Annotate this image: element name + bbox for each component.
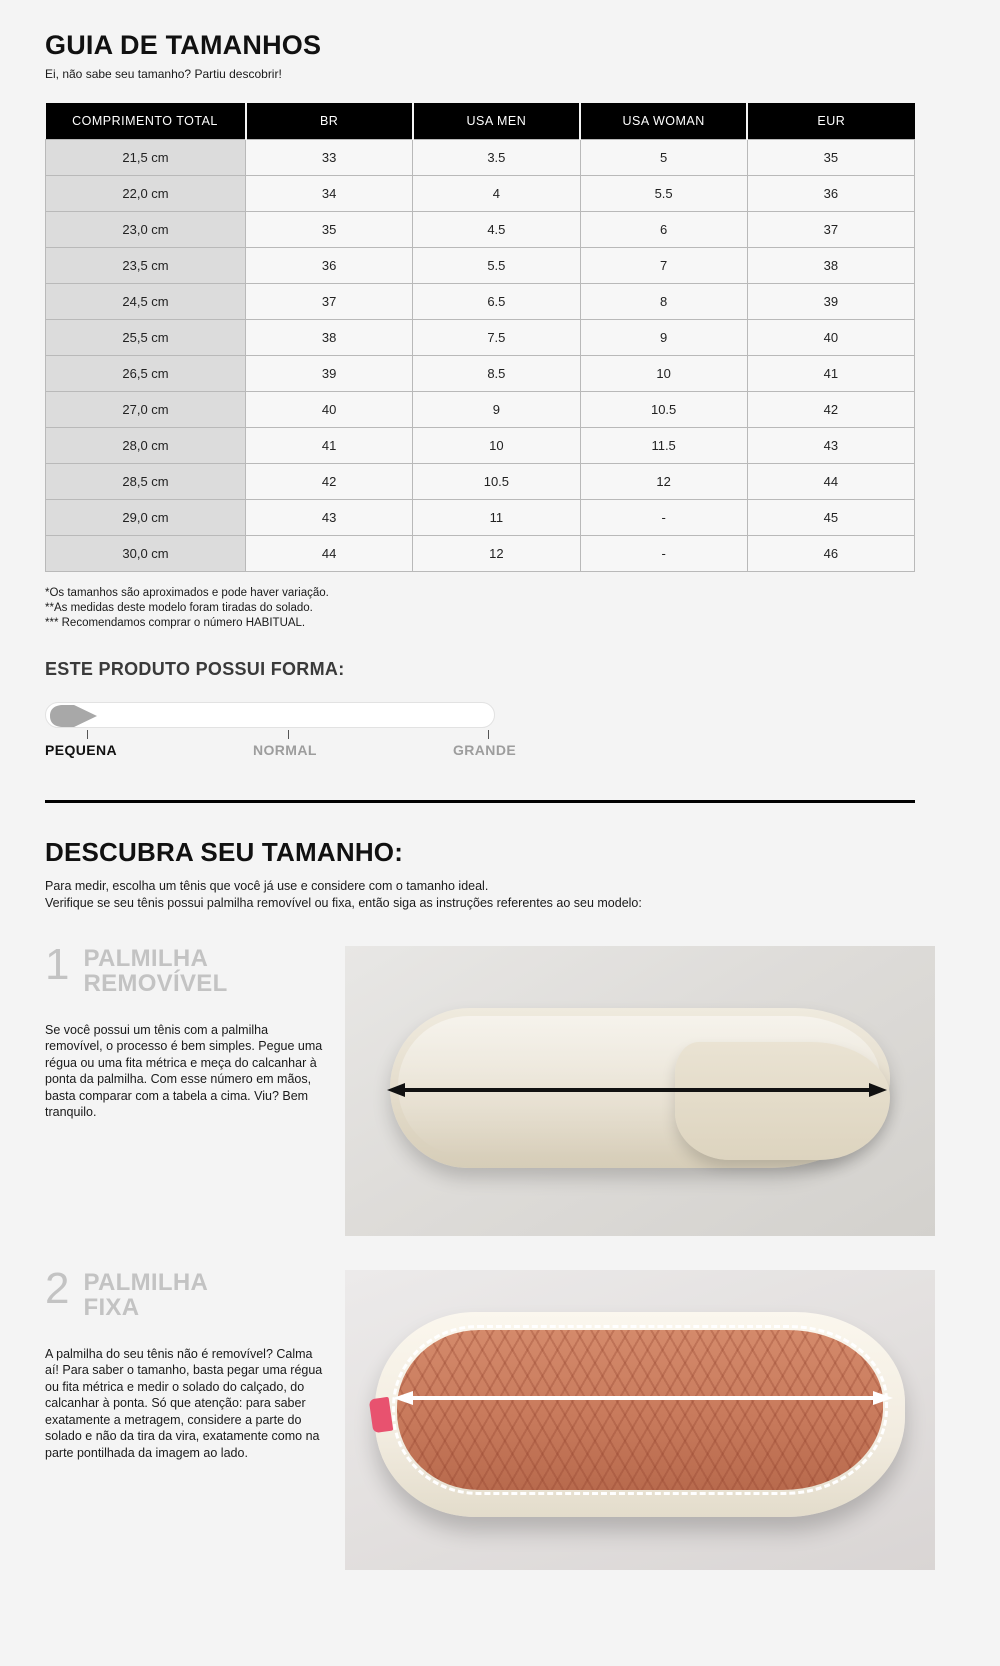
measure-arrow-icon-2 <box>393 1390 893 1406</box>
outsole-dashed-outline <box>392 1325 888 1495</box>
step-removable-insole <box>45 939 955 1236</box>
tick-normal <box>288 730 289 739</box>
step-2-body: A palmilha do seu tênis não é removível? Calma aí! Para saber o tamanho, basta pegar uma régua ou fita métrica e medir o solado do calçado, do calcanhar à ponta. Só que atenção: para saber exatamente a metragem, considere a parte do solado e não da tira da vira, exatamente como na parte pontilhada da imagem ao lado. <box>45 1346 323 1460</box>
step-2-number: 2 <box>45 1263 70 1313</box>
step-1-heading-line-2: REMOVÍVEL <box>83 969 228 997</box>
table-cell: 40 <box>747 319 914 355</box>
table-cell: 46 <box>747 535 914 571</box>
table-cell: 21,5 cm <box>46 139 246 175</box>
discover-intro <box>45 878 955 912</box>
table-row <box>46 427 915 463</box>
column-header-eur: EUR <box>747 103 914 139</box>
table-cell: 25,5 cm <box>46 319 246 355</box>
table-header-row <box>46 103 915 139</box>
size-table <box>45 103 915 572</box>
tick-small <box>87 730 88 739</box>
table-row <box>46 499 915 535</box>
footnote-1: *Os tamanhos são aproximados e pode haver variação. <box>45 586 329 599</box>
table-cell: 8 <box>580 283 747 319</box>
table-cell: 5 <box>580 139 747 175</box>
table-cell: 10 <box>413 427 580 463</box>
table-cell: 24,5 cm <box>46 283 246 319</box>
table-cell: 29,0 cm <box>46 499 246 535</box>
footnote-3: *** Recomendamos comprar o número HABITUAL. <box>45 616 306 629</box>
tick-large <box>488 730 489 739</box>
table-cell: 23,0 cm <box>46 211 246 247</box>
table-row <box>46 355 915 391</box>
step-2-photo <box>345 1270 935 1570</box>
insole-heel-shape <box>675 1042 890 1160</box>
table-row <box>46 211 915 247</box>
fit-slider-arrow-icon <box>50 705 98 727</box>
table-cell: 6 <box>580 211 747 247</box>
discover-intro-line-2: Verifique se seu tênis possui palmilha removível ou fixa, então siga as instruções referentes ao seu modelo: <box>45 895 642 910</box>
table-cell: 7 <box>580 247 747 283</box>
table-cell: 35 <box>747 139 914 175</box>
table-cell: 23,5 cm <box>46 247 246 283</box>
table-row <box>46 283 915 319</box>
table-cell: 44 <box>246 535 413 571</box>
table-cell: 10 <box>580 355 747 391</box>
column-header-usa-men: USA MEN <box>413 103 580 139</box>
table-row <box>46 175 915 211</box>
fit-slider-ticks <box>45 728 495 740</box>
column-header-comprimento: COMPRIMENTO TOTAL <box>46 103 246 139</box>
fit-label-small[interactable]: PEQUENA <box>45 741 118 758</box>
table-cell: 37 <box>747 211 914 247</box>
footnote-2: **As medidas deste modelo foram tiradas do solado. <box>45 601 313 614</box>
step-1-heading-text <box>83 946 227 996</box>
table-row <box>46 391 915 427</box>
insole-photo <box>345 946 935 1236</box>
step-1-heading-line-1: PALMILHA <box>83 944 209 972</box>
measure-arrow-icon <box>387 1083 887 1097</box>
step-1-photo <box>345 946 935 1236</box>
table-cell: 28,0 cm <box>46 427 246 463</box>
table-row <box>46 463 915 499</box>
table-cell: 12 <box>413 535 580 571</box>
table-cell: 39 <box>246 355 413 391</box>
table-cell: 41 <box>246 427 413 463</box>
table-cell: 10.5 <box>580 391 747 427</box>
fit-slider-labels <box>45 742 515 762</box>
table-cell: 3.5 <box>413 139 580 175</box>
table-cell: 5.5 <box>413 247 580 283</box>
fit-label-large[interactable]: GRANDE <box>453 741 517 758</box>
table-cell: 9 <box>413 391 580 427</box>
table-cell: 30,0 cm <box>46 535 246 571</box>
step-1-number: 1 <box>45 939 70 989</box>
table-cell: 10.5 <box>413 463 580 499</box>
page-title: GUIA DE TAMANHOS <box>45 30 322 60</box>
fit-section-title: ESTE PRODUTO POSSUI FORMA: <box>45 658 345 679</box>
table-cell: 7.5 <box>413 319 580 355</box>
table-cell: 43 <box>747 427 914 463</box>
column-header-usa-woman: USA WOMAN <box>580 103 747 139</box>
table-cell: 38 <box>246 319 413 355</box>
table-cell: - <box>580 535 747 571</box>
section-divider <box>45 800 915 803</box>
table-cell: 40 <box>246 391 413 427</box>
table-cell: 36 <box>747 175 914 211</box>
table-cell: 4 <box>413 175 580 211</box>
table-cell: 5.5 <box>580 175 747 211</box>
outsole-photo <box>345 1270 935 1570</box>
step-1-heading <box>45 939 325 997</box>
table-cell: 37 <box>246 283 413 319</box>
table-cell: 28,5 cm <box>46 463 246 499</box>
table-cell: 38 <box>747 247 914 283</box>
table-cell: - <box>580 499 747 535</box>
table-cell: 42 <box>246 463 413 499</box>
table-cell: 43 <box>246 499 413 535</box>
table-cell: 12 <box>580 463 747 499</box>
table-cell: 42 <box>747 391 914 427</box>
step-2-text-column <box>45 1263 345 1462</box>
fit-slider-track[interactable] <box>45 702 495 728</box>
table-cell: 26,5 cm <box>46 355 246 391</box>
fit-label-normal[interactable]: NORMAL <box>253 741 317 758</box>
table-cell: 33 <box>246 139 413 175</box>
column-header-br: BR <box>246 103 413 139</box>
step-1-text-column <box>45 939 345 1121</box>
table-cell: 11 <box>413 499 580 535</box>
step-2-heading <box>45 1263 325 1321</box>
table-cell: 34 <box>246 175 413 211</box>
step-1-body: Se você possui um tênis com a palmilha removível, o processo é bem simples. Pegue uma régua ou uma fita métrica e meça do calcanhar à ponta da palmilha. Com esse número em mãos, basta comparar com a tabela a cima. Viu? Bem tranquilo. <box>45 1022 323 1119</box>
table-row <box>46 139 915 175</box>
table-row <box>46 247 915 283</box>
table-cell: 9 <box>580 319 747 355</box>
table-cell: 22,0 cm <box>46 175 246 211</box>
discover-intro-line-1: Para medir, escolha um tênis que você já use e considere com o tamanho ideal. <box>45 878 489 893</box>
table-cell: 41 <box>747 355 914 391</box>
table-footnotes <box>45 586 955 631</box>
step-fixed-insole <box>45 1263 955 1570</box>
table-cell: 27,0 cm <box>46 391 246 427</box>
table-cell: 8.5 <box>413 355 580 391</box>
table-row <box>46 535 915 571</box>
table-cell: 35 <box>246 211 413 247</box>
table-cell: 4.5 <box>413 211 580 247</box>
table-cell: 45 <box>747 499 914 535</box>
table-cell: 6.5 <box>413 283 580 319</box>
table-row <box>46 319 915 355</box>
table-cell: 36 <box>246 247 413 283</box>
table-cell: 39 <box>747 283 914 319</box>
table-cell: 11.5 <box>580 427 747 463</box>
step-2-heading-line-2: FIXA <box>83 1293 140 1321</box>
fit-slider[interactable] <box>45 702 517 762</box>
table-cell: 44 <box>747 463 914 499</box>
page-subtitle: Ei, não sabe seu tamanho? Partiu descobrir! <box>45 67 282 81</box>
discover-title: DESCUBRA SEU TAMANHO: <box>45 836 404 867</box>
step-2-heading-text <box>83 1270 208 1320</box>
step-2-heading-line-1: PALMILHA <box>83 1268 209 1296</box>
